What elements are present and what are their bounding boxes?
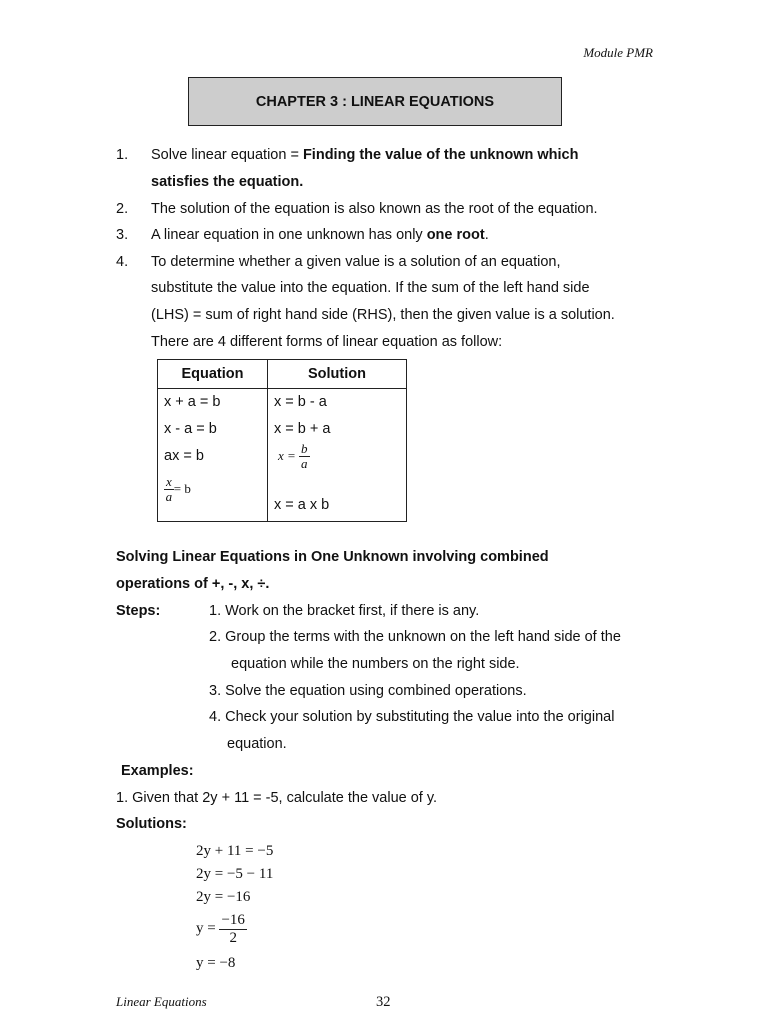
- steps-label: Steps:: [116, 603, 161, 619]
- table-header-row: [158, 360, 407, 389]
- module-label: Module PMR: [583, 45, 653, 60]
- equation-column: [158, 389, 268, 522]
- footer-title: Linear Equations: [116, 994, 207, 1009]
- table-header-equation: Equation: [158, 360, 268, 389]
- point-3-line-1: A linear equation in one unknown has only one root.: [151, 227, 489, 243]
- point-1-number: 1.: [116, 147, 129, 163]
- section-heading-line-1: Solving Linear Equations in One Unknown involving combined: [116, 549, 549, 565]
- point-1-line-1: Solve linear equation = Finding the value of the unknown which: [151, 147, 579, 163]
- equation-cell-fraction: $\frac{x}{a}$ = b: [165, 474, 191, 505]
- step-item-continued: equation while the numbers on the right side.: [231, 656, 520, 672]
- step-item-continued: equation.: [227, 736, 287, 752]
- point-4-line-2: substitute the value into the equation. If the sum of the left hand side: [151, 280, 590, 296]
- solution-cell: x = b - a: [274, 394, 327, 410]
- equation-cell: x + a = b: [164, 394, 221, 410]
- point-4-line-3: (LHS) = sum of right hand side (RHS), then the given value is a solution.: [151, 307, 615, 323]
- examples-label: Examples:: [121, 763, 194, 779]
- solution-column: [268, 389, 407, 522]
- step-item: 3. Solve the equation using combined operations.: [209, 683, 527, 699]
- page-number: 32: [376, 994, 391, 1010]
- point-3-number: 3.: [116, 227, 129, 243]
- table-row: [158, 389, 407, 522]
- step-item: 4. Check your solution by substituting the value into the original: [209, 709, 615, 725]
- step-item: 2. Group the terms with the unknown on the left hand side of the: [209, 629, 621, 645]
- working-line-5: y = −8: [196, 955, 236, 971]
- working-line-3: 2y = −16: [196, 889, 251, 905]
- point-1-line-2: satisfies the equation.: [151, 174, 304, 190]
- equation-cell: x - a = b: [164, 421, 217, 437]
- chapter-title: CHAPTER 3 : LINEAR EQUATIONS: [188, 77, 562, 126]
- table-header-solution: Solution: [268, 360, 407, 389]
- solutions-label: Solutions:: [116, 816, 187, 832]
- point-2-line-1: The solution of the equation is also known as the root of the equation.: [151, 201, 598, 217]
- example-question: 1. Given that 2y + 11 = -5, calculate the value of y.: [116, 790, 438, 806]
- step-item: 1. Work on the bracket first, if there is any.: [209, 603, 480, 619]
- point-2-number: 2.: [116, 201, 129, 217]
- working-line-1: 2y + 11 = −5: [196, 843, 274, 859]
- linear-equation-forms-table: [157, 359, 407, 522]
- working-line-4: y = $\frac{-16}{2}$: [196, 912, 245, 946]
- point-4-line-4: There are 4 different forms of linear equation as follow:: [151, 334, 503, 350]
- solution-cell: x = a x b: [274, 497, 330, 513]
- section-heading-line-2: operations of +, -, x, ÷.: [116, 576, 270, 592]
- equation-cell: ax = b: [164, 448, 204, 464]
- point-4-number: 4.: [116, 254, 129, 270]
- solution-cell: x = b + a: [274, 421, 331, 437]
- working-line-2: 2y = −5 − 11: [196, 866, 274, 882]
- point-4-line-1: To determine whether a given value is a solution of an equation,: [151, 254, 561, 270]
- solution-cell-fraction: x = $\frac{b}{a}$: [278, 441, 308, 472]
